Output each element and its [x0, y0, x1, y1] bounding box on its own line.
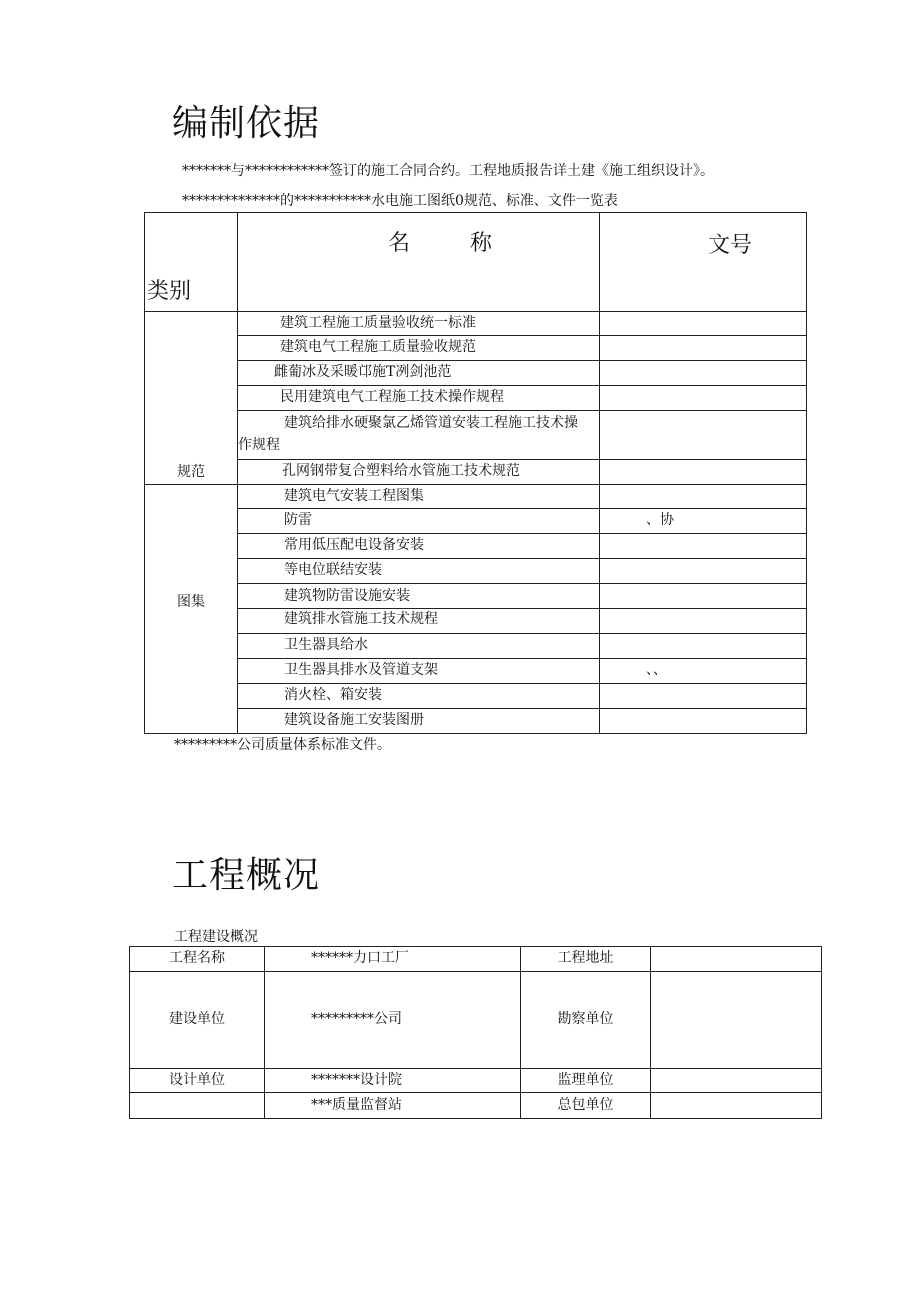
row-name: 建筑工程施工质量验收统一标准: [238, 312, 600, 336]
value-cell: *********公司: [265, 972, 521, 1069]
table-row: [145, 709, 807, 734]
table-row: [145, 361, 807, 386]
standards-table: [144, 212, 807, 734]
row-name: 建筑设备施工安装图册: [238, 709, 600, 734]
label-cell: 工程地址: [521, 947, 651, 972]
table-row: [145, 534, 807, 559]
row-number: [600, 485, 807, 509]
label-cell: 工程名称: [130, 947, 265, 972]
row-name-line2: 作规程: [238, 437, 280, 453]
drawings-paragraph: **************的***********水电施工图纸0规范、标准、文件一览表: [182, 193, 618, 209]
row-number: [600, 609, 807, 634]
value-cell: ******力口工厂: [265, 947, 521, 972]
label-cell: 建设单位: [130, 972, 265, 1069]
row-name: 常用低压配电设备安装: [238, 534, 600, 559]
section-title-basis: 编制依据: [172, 103, 321, 144]
table-row: [145, 411, 807, 460]
row-number: [600, 684, 807, 709]
value-cell: [651, 1069, 822, 1093]
value-cell: *******设计院: [265, 1069, 521, 1093]
row-name: 雌葡冰及采暖邙施T冽剑池范: [238, 361, 600, 386]
row-name: 建筑电气工程施工质量验收规范: [238, 336, 600, 361]
table-row: [145, 509, 807, 534]
row-number: [600, 460, 807, 485]
table-row: [130, 972, 822, 1069]
row-name: 建筑物防雷设施安装: [238, 584, 600, 609]
value-cell: [651, 947, 822, 972]
row-number: [600, 361, 807, 386]
row-name: 建筑排水管施工技术规程: [238, 609, 600, 634]
label-cell: 监理单位: [521, 1069, 651, 1093]
table-row: [130, 1093, 822, 1119]
row-number: [600, 559, 807, 584]
category-cell-norms: 规范: [145, 312, 238, 485]
row-number: 、协: [600, 509, 807, 534]
value-cell: ***质量监督站: [265, 1093, 521, 1119]
table-footnote: *********公司质量体系标准文件。: [174, 737, 391, 753]
header-category: 类别: [145, 213, 238, 312]
value-cell: [651, 972, 822, 1069]
row-name: [238, 411, 600, 460]
row-name: 建筑电气安装工程图集: [238, 485, 600, 509]
row-name: 卫生器具给水: [238, 634, 600, 659]
row-name-line1: 建筑给排水硬聚氯乙烯管道安装工程施工技术操: [284, 415, 578, 432]
header-name: 名 称: [238, 213, 600, 312]
row-name: 卫生器具排水及管道支架: [238, 659, 600, 684]
header-number: 文号: [600, 213, 807, 312]
table-row: [145, 485, 807, 509]
table-row: [145, 386, 807, 411]
label-cell: 设计单位: [130, 1069, 265, 1093]
row-number: [600, 584, 807, 609]
row-name: 防雷: [238, 509, 600, 534]
row-number: [600, 386, 807, 411]
row-number: [600, 634, 807, 659]
section-title-overview: 工程概况: [172, 855, 321, 896]
table-row: [145, 559, 807, 584]
category-cell-atlas: 图集: [145, 485, 238, 734]
overview-subtitle: 工程建设概况: [174, 929, 258, 945]
value-cell: [651, 1093, 822, 1119]
table-row: [130, 1069, 822, 1093]
table-row: [145, 312, 807, 336]
row-name: 消火栓、箱安装: [238, 684, 600, 709]
table-row: [145, 584, 807, 609]
row-name: 民用建筑电气工程施工技术操作规程: [238, 386, 600, 411]
table-row: [145, 659, 807, 684]
row-number: [600, 709, 807, 734]
row-name: 孔网钢带复合塑料给水管施工技术规范: [238, 460, 600, 485]
row-number: [600, 312, 807, 336]
label-cell: [130, 1093, 265, 1119]
row-number: [600, 411, 807, 460]
row-number: [600, 336, 807, 361]
row-number: 、、: [600, 659, 807, 684]
row-number: [600, 534, 807, 559]
table-header-row: [145, 213, 807, 312]
label-cell: 勘察单位: [521, 972, 651, 1069]
label-cell: 总包单位: [521, 1093, 651, 1119]
table-row: [145, 460, 807, 485]
table-row: [145, 609, 807, 634]
row-name: 等电位联结安装: [238, 559, 600, 584]
table-row: [130, 947, 822, 972]
table-row: [145, 684, 807, 709]
project-overview-table: [129, 946, 822, 1119]
table-row: [145, 336, 807, 361]
table-row: [145, 634, 807, 659]
contract-paragraph: *******与************签订的施工合同合约。工程地质报告详土建《施工组织设计》。: [182, 163, 714, 179]
